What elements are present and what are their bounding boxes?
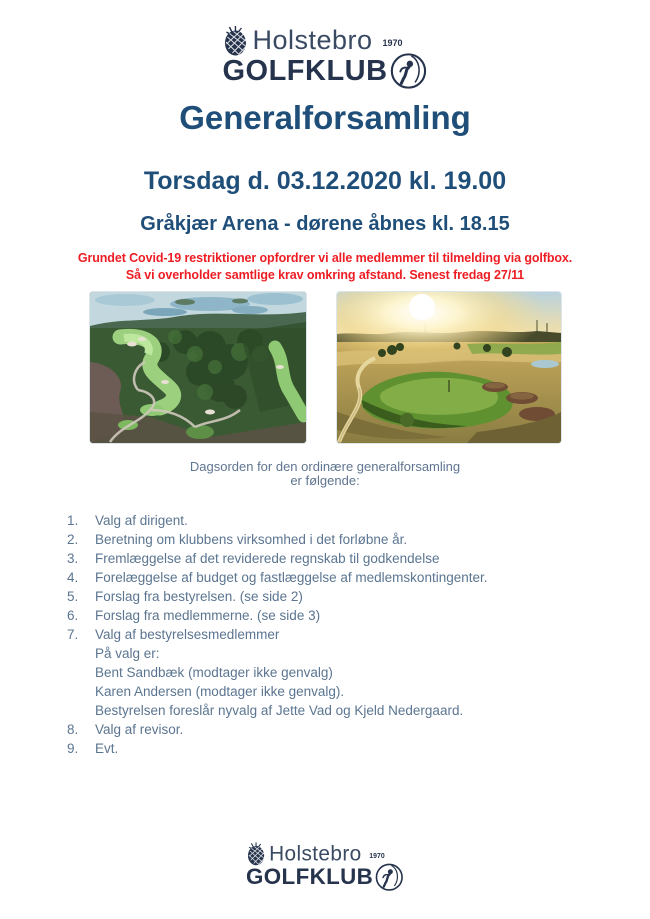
agenda-item-number: 3. [67,551,79,566]
club-type: GOLFKLUB [222,54,388,87]
agenda-intro-line2: er følgende: [290,473,360,488]
agenda-item-number: 7. [67,627,79,642]
covid-notice-line1: Grundet Covid-19 restriktioner opfordrer vi alle medlemmer til tilmelding via golfbox. [77,251,573,265]
event-venue: Gråkjær Arena - dørene åbnes kl. 18.15 [140,213,510,235]
event-date: Torsdag d. 03.12.2020 kl. 19.00 [143,167,507,195]
agenda-item-7-subline-4: Bestyrelsen foreslår nyvalg af Jette Vad og Kjeld Nedergaard. [95,703,464,718]
agenda-item-text: Valg af bestyrelsesmedlemmer [95,627,280,642]
agenda-intro-line1: Dagsorden for den ordinære generalforsamling [189,459,461,474]
agenda-item-text: Fremlæggelse af det reviderede regnskab til godkendelse [95,551,440,566]
club-name: Holstebro [252,24,373,55]
agenda-item-5 [67,587,630,606]
agenda-item-6 [67,606,630,625]
agenda-item-8 [67,720,630,739]
agenda-item-text: Forelæggelse af budget og fastlæggelse af medlemskontingenter. [95,570,488,585]
club-logo-footer [246,841,404,892]
agenda-list [67,511,630,758]
agenda-item-number: 2. [67,532,79,547]
club-founding-year: 1970 [369,851,385,860]
logo-row-bottom [246,863,404,892]
agenda-item-2 [67,530,630,549]
agenda-item-1 [67,511,630,530]
agenda-item-3 [67,549,630,568]
agenda-item-7-subline-3: Karen Andersen (modtager ikke genvalg). [95,684,345,699]
agenda-item-number: 1. [67,513,79,528]
club-founding-year: 1970 [382,38,403,48]
logo-row-bottom [222,52,427,90]
golfer-icon [375,863,404,892]
aerial-forest-golf-course-photo [90,292,306,443]
agenda-item-number: 6. [67,608,79,623]
agenda-item-number: 9. [67,741,79,756]
agenda-item-text: Beretning om klubbens virksomhed i det forløbne år. [95,532,408,547]
agenda-item-text: Valg af dirigent. [95,513,188,528]
agenda-item-number: 4. [67,570,79,585]
agenda-item-7 [67,625,630,644]
golfer-icon [390,52,428,90]
agenda-item-number: 5. [67,589,79,604]
page-title: Generalforsamling [179,99,471,136]
agenda-item-text: Forslag fra bestyrelsen. (se side 2) [95,589,303,604]
agenda-item-9 [67,739,630,758]
club-type: GOLFKLUB [246,864,374,890]
sunset-golf-course-photo [337,292,561,443]
agenda-item-text: Valg af revisor. [95,722,184,737]
agenda-item-text: Evt. [95,741,119,756]
agenda-intro [0,460,650,488]
agenda-item-7-subline-1: På valg er: [95,646,160,661]
covid-notice [0,250,650,284]
photo-row [0,292,650,443]
covid-notice-line2: Så vi overholder samtlige krav omkring afstand. Senest fredag 27/11 [125,268,525,282]
agenda-item-text: Forslag fra medlemmerne. (se side 3) [95,608,321,623]
agenda-item-7-subline-2: Bent Sandbæk (modtager ikke genvalg) [95,665,333,680]
club-name: Holstebro [269,841,362,865]
club-logo-header [222,24,427,90]
agenda-item-number: 8. [67,722,79,737]
agenda-item-4 [67,568,630,587]
